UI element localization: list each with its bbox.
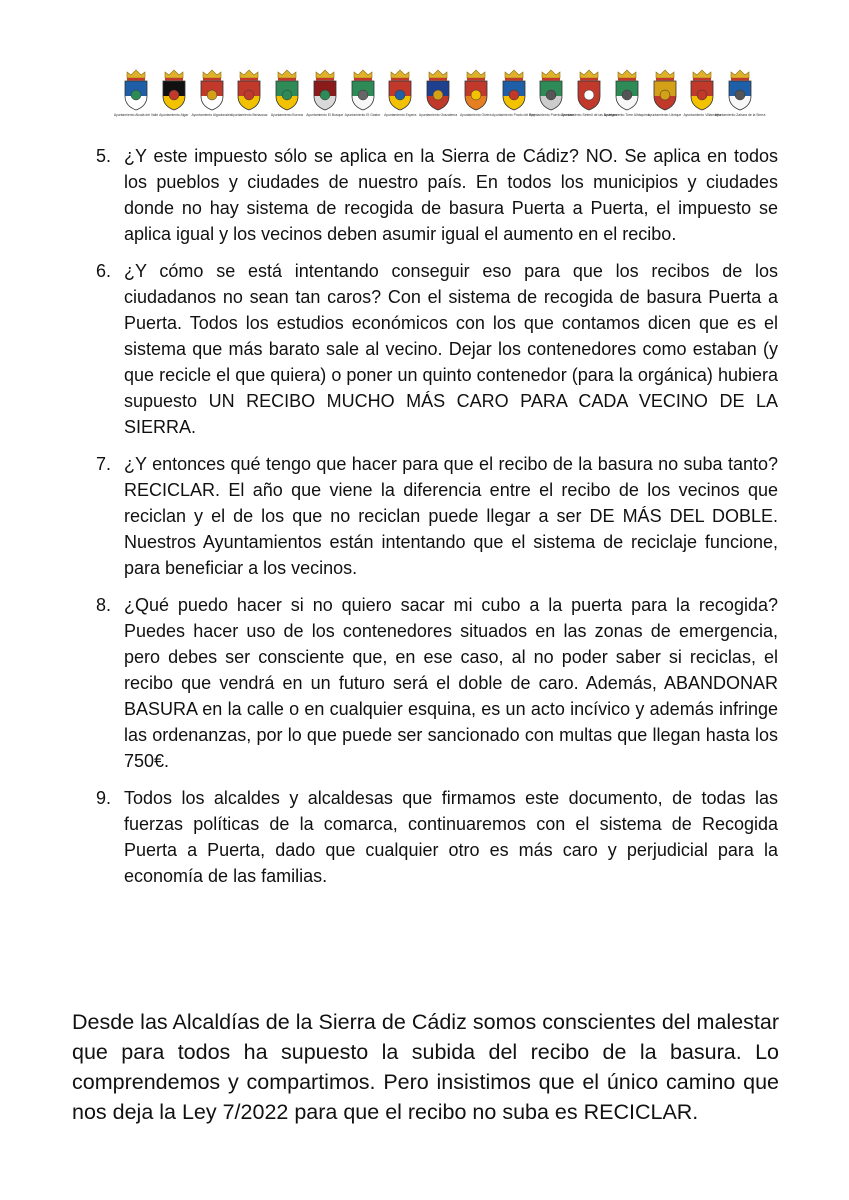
crest-label: Ayuntamiento Prado del Rey [491,113,536,117]
crest-5 [269,68,305,117]
crest-12 [528,68,574,117]
crest-label: Ayuntamiento Algar [159,113,189,117]
faq-item [96,258,778,440]
faq-item-number: 9. [96,788,112,808]
crest-label: Ayuntamiento Grazalema [418,113,458,117]
faq-item-number: 6. [96,261,112,281]
coat-of-arms-icon [725,68,755,112]
faq-item-text: ¿Qué puedo hacer si no quiero sacar mi cubo a la puerta para la recogida? Puedes hacer uso de los contenedores situados en las zonas de emergencia, pero debes ser consciente que, en ese caso, al no poder saber si reciclas, el recibo que vendrá en un futuro será el doble de caro. Además, ABANDONAR BASURA en la calle o en cualquier esquina, es un acto incívico y además infringe las ordenanzas, por lo que puede ser sancionado con multas que llegan hasta los 750€. [124,595,778,771]
crest-label: Ayuntamiento Zahara de la Sierra [714,113,766,117]
crest-1 [113,68,159,117]
crest-label: Ayuntamiento Espera [384,113,417,117]
crest-11 [491,68,536,117]
crest-label: Ayuntamiento Ubrique [647,113,682,117]
crest-label: Ayuntamiento Bornos [270,113,304,117]
coat-of-arms-icon [574,68,604,112]
coat-of-arms-icon [423,68,453,112]
faq-item-number: 7. [96,454,112,474]
crest-10 [458,68,494,117]
crest-2 [156,68,192,117]
faq-item-number: 8. [96,595,112,615]
coat-of-arms-icon [461,68,491,112]
faq-item-text: Todos los alcaldes y alcaldesas que firmamos este documento, de todas las fuerzas políticas de la comarca, continuaremos con el sistema de Recogida Puerta a Puerta, dado que cualquier otro es más caro y perjudicial para la economía de las familias. [124,788,778,886]
crest-8 [382,68,418,117]
coat-of-arms-icon [348,68,378,112]
crest-7 [345,68,381,117]
faq-item-number: 5. [96,146,112,166]
crest-label: Ayuntamiento Algodonales [191,113,232,117]
coat-of-arms-icon [536,68,566,112]
faq-item [96,785,778,889]
crest-13 [560,68,618,117]
crest-label: Ayuntamiento Villamartín [683,113,722,117]
faq-item [96,451,778,581]
crest-label: Ayuntamiento Benaocaz [230,113,268,117]
faq-item [96,143,778,247]
crest-17 [714,68,766,117]
closing-paragraph: Desde las Alcaldías de la Sierra de Cádiz somos conscientes del malestar que para todos ha supuesto la subida del recibo de la basura. Lo comprendemos y compartimos. Pero insistimos que el único camino que nos deja la Ley 7/2022 para que el recibo no suba es RECICLAR. [72,1010,779,1124]
crest-3 [191,68,232,117]
coat-of-arms-icon [687,68,717,112]
coat-of-arms-icon [234,68,264,112]
municipal-crests-header [113,68,766,124]
crest-label: Ayuntamiento El Bosque [306,113,344,117]
coat-of-arms-icon [272,68,302,112]
coat-of-arms-icon [121,68,151,112]
crest-6 [307,68,343,117]
faq-list [96,143,778,900]
faq-item-text: ¿Y este impuesto sólo se aplica en la Sierra de Cádiz? NO. Se aplica en todos los pueblos y ciudades de nuestro país. En todos los municipios y ciudades donde no hay sistema de recogida de basura Puerta a Puerta, el impuesto se aplica igual y los vecinos deben asumir igual el aumento en el recibo. [124,146,778,244]
crest-label: Ayuntamiento Olvera [459,113,492,117]
coat-of-arms-icon [159,68,189,112]
coat-of-arms-icon [612,68,642,112]
coat-of-arms-icon [385,68,415,112]
coat-of-arms-icon [499,68,529,112]
crest-label: Ayuntamiento Alcalá del Valle [113,113,159,117]
faq-item [96,592,778,774]
coat-of-arms-icon [650,68,680,112]
crest-label: Ayuntamiento Puerto Serrano [528,113,574,117]
faq-item-text: ¿Y cómo se está intentando conseguir eso para que los recibos de los ciudadanos no sean tan caros? Con el sistema de recogida de basura Puerta a Puerta. Todos los estudios económicos con los que contamos dicen que es el sistema que más barato sale al vecino. Dejar los contenedores como estaban (y que recicle el que quiera) o poner un quinto contenedor (para la orgánica) hubiera supuesto UN RECIBO MUCHO MÁS CARO PARA CADA VECINO DE LA SIERRA. [124,261,778,437]
crest-16 [684,68,720,117]
crest-label: Ayuntamiento Torre Alháquime [603,113,650,117]
crest-4 [231,68,267,117]
crest-label: Ayuntamiento El Gastor [344,113,381,117]
crest-label: Ayuntamiento Setenil de las Bodegas [560,113,618,117]
faq-item-text: ¿Y entonces qué tengo que hacer para que el recibo de la basura no suba tanto? RECICLAR. El año que viene la diferencia entre el recibo de los vecinos que reciclan y el de los que no reciclan puede llegar a ser DE MÁS DEL DOBLE. Nuestros Ayuntamientos están intentando que el sistema de reciclaje funcione, para beneficiar a los vecinos. [124,454,778,578]
crest-9 [420,68,456,117]
coat-of-arms-icon [197,68,227,112]
coat-of-arms-icon [310,68,340,112]
crest-15 [647,68,683,117]
crest-14 [603,68,650,117]
